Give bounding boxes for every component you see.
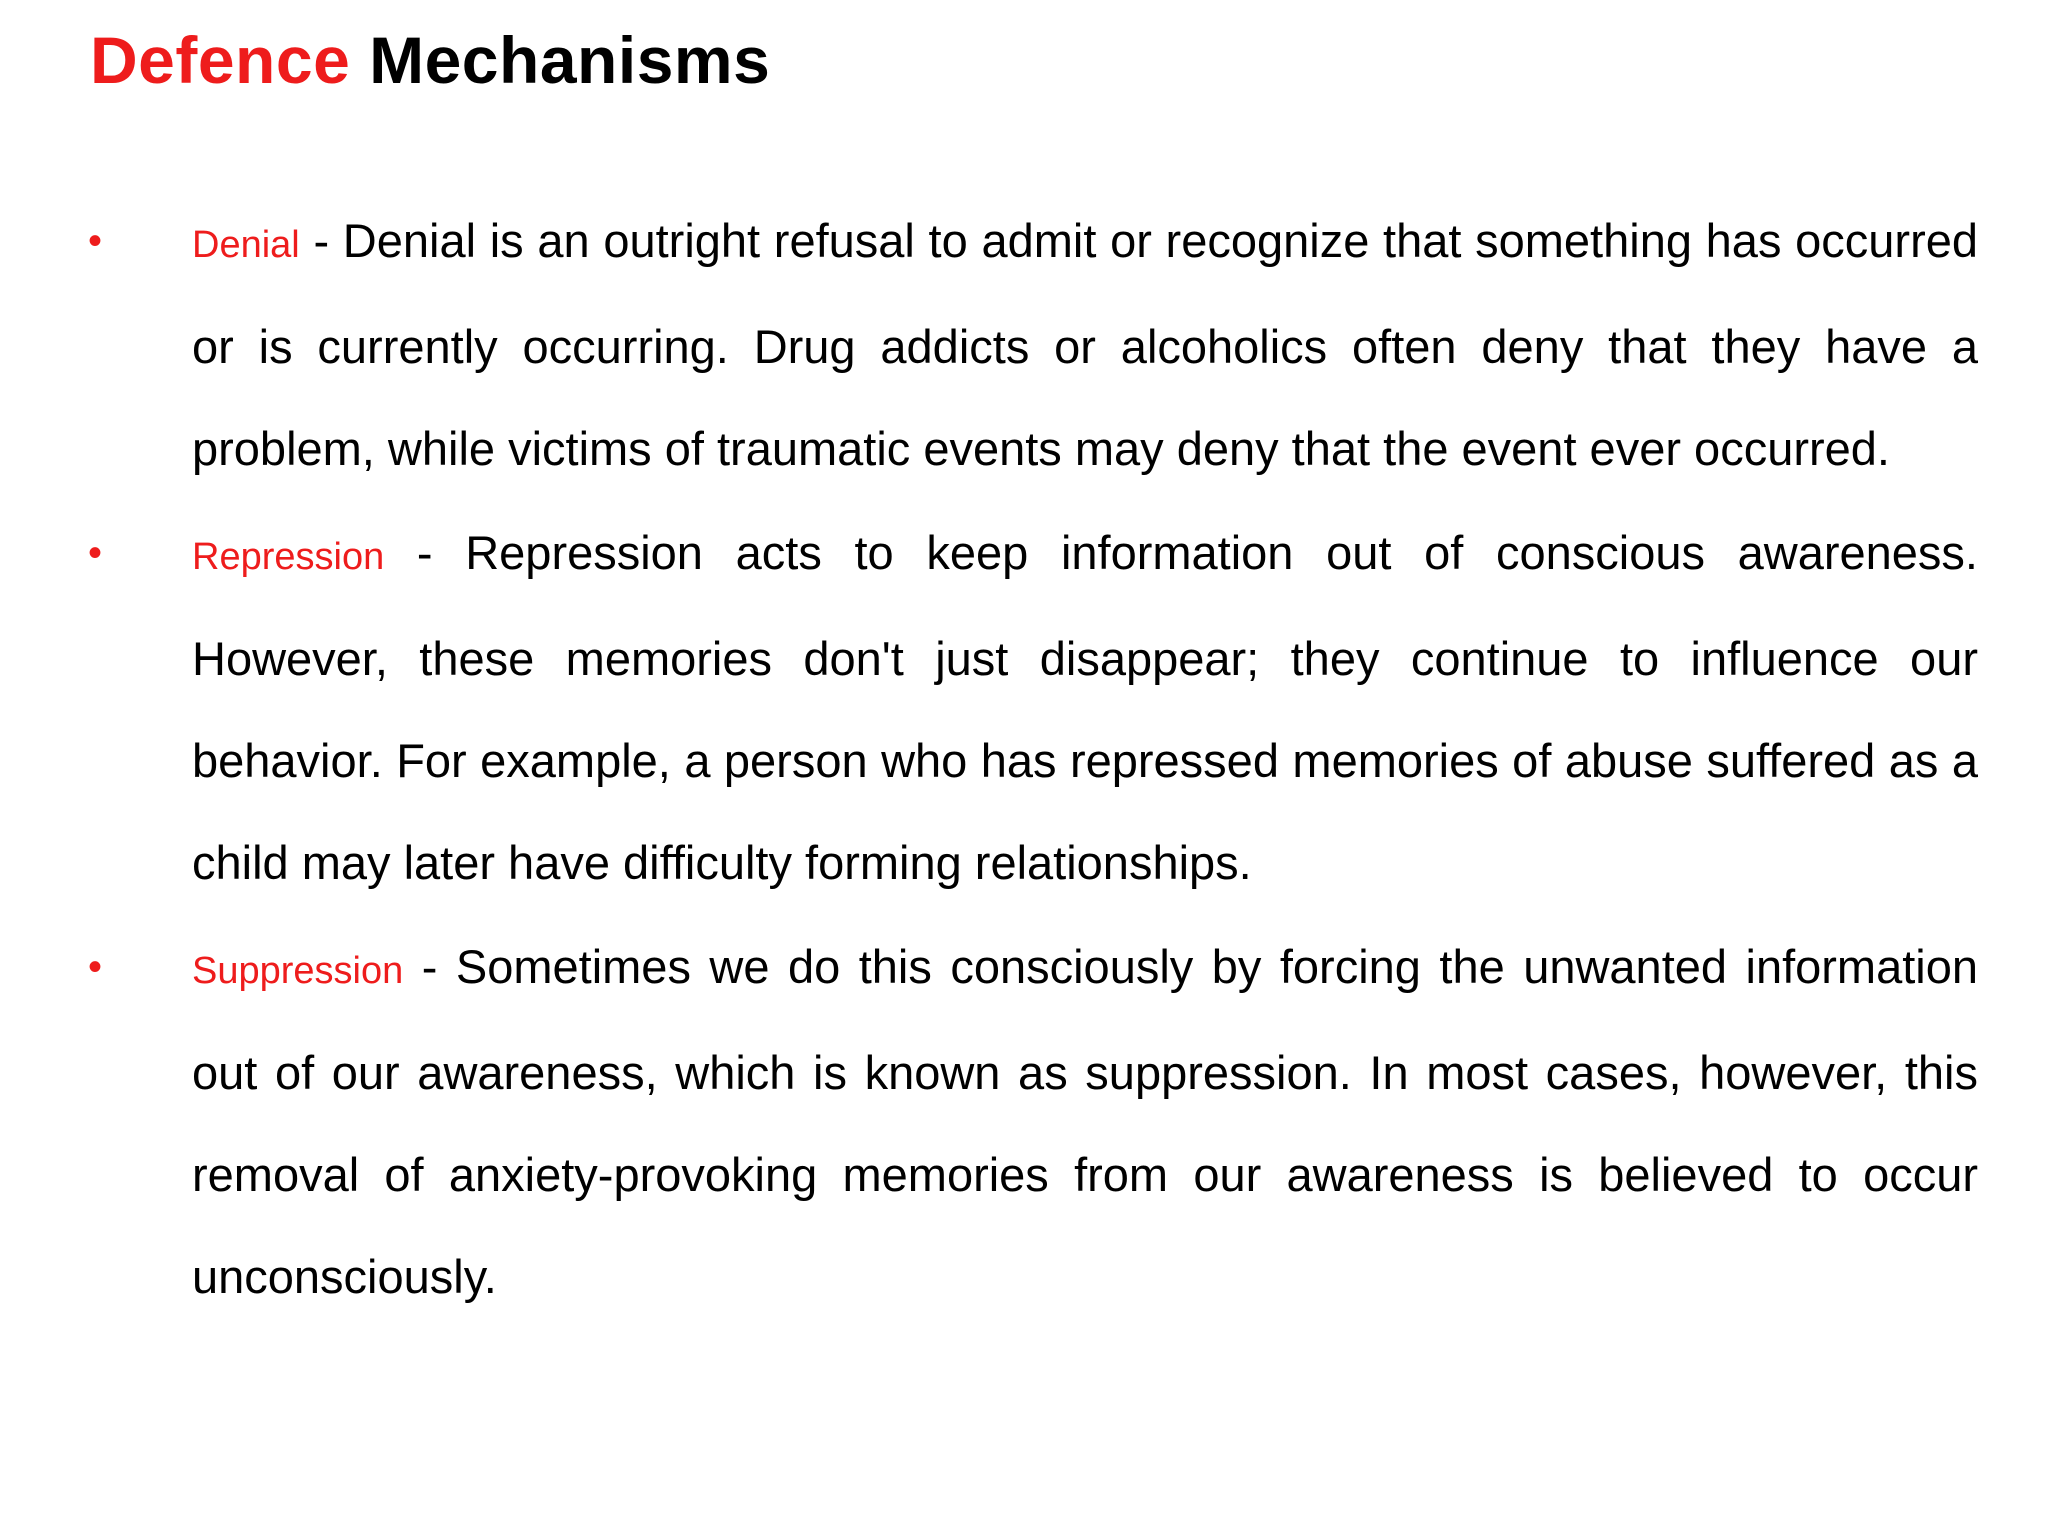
- term-separator: -: [313, 214, 330, 267]
- term-denial: Denial: [192, 224, 300, 266]
- list-item-suppression: [88, 916, 1978, 1328]
- term-repression: Repression: [192, 536, 385, 578]
- bullet-icon: •: [88, 531, 103, 575]
- description-repression: Repression acts to keep information out of conscious awareness. However, these memories don't just disappear; they continue to influence our behavior. For example, a person who has repressed memories of abuse suffered as a child may later have difficulty forming relationships.: [192, 526, 1978, 889]
- term-separator: -: [416, 526, 433, 579]
- description-suppression: Sometimes we do this consciously by forcing the unwanted information out of our awareness, which is known as suppression. In most cases, however, this removal of anxiety-provoking memories from our awareness is believed to occur unconsciously.: [192, 940, 1979, 1303]
- list-item-repression: [88, 502, 1978, 914]
- bullet-icon: •: [88, 219, 103, 263]
- description-denial: Denial is an outright refusal to admit or recognize that something has occurred or is currently occurring. Drug addicts or alcoholics often deny that they have a problem, while victims of traumatic events may deny that the event ever occurred.: [192, 214, 1978, 475]
- term-suppression: Suppression: [192, 950, 404, 992]
- bullet-list: [88, 190, 1978, 1330]
- page-title: [90, 18, 770, 104]
- bullet-icon: •: [88, 945, 103, 989]
- title-rest: Mechanisms: [369, 23, 771, 97]
- title-highlight: Defence: [90, 23, 351, 97]
- list-item-denial: [88, 190, 1978, 500]
- term-separator: -: [421, 940, 438, 993]
